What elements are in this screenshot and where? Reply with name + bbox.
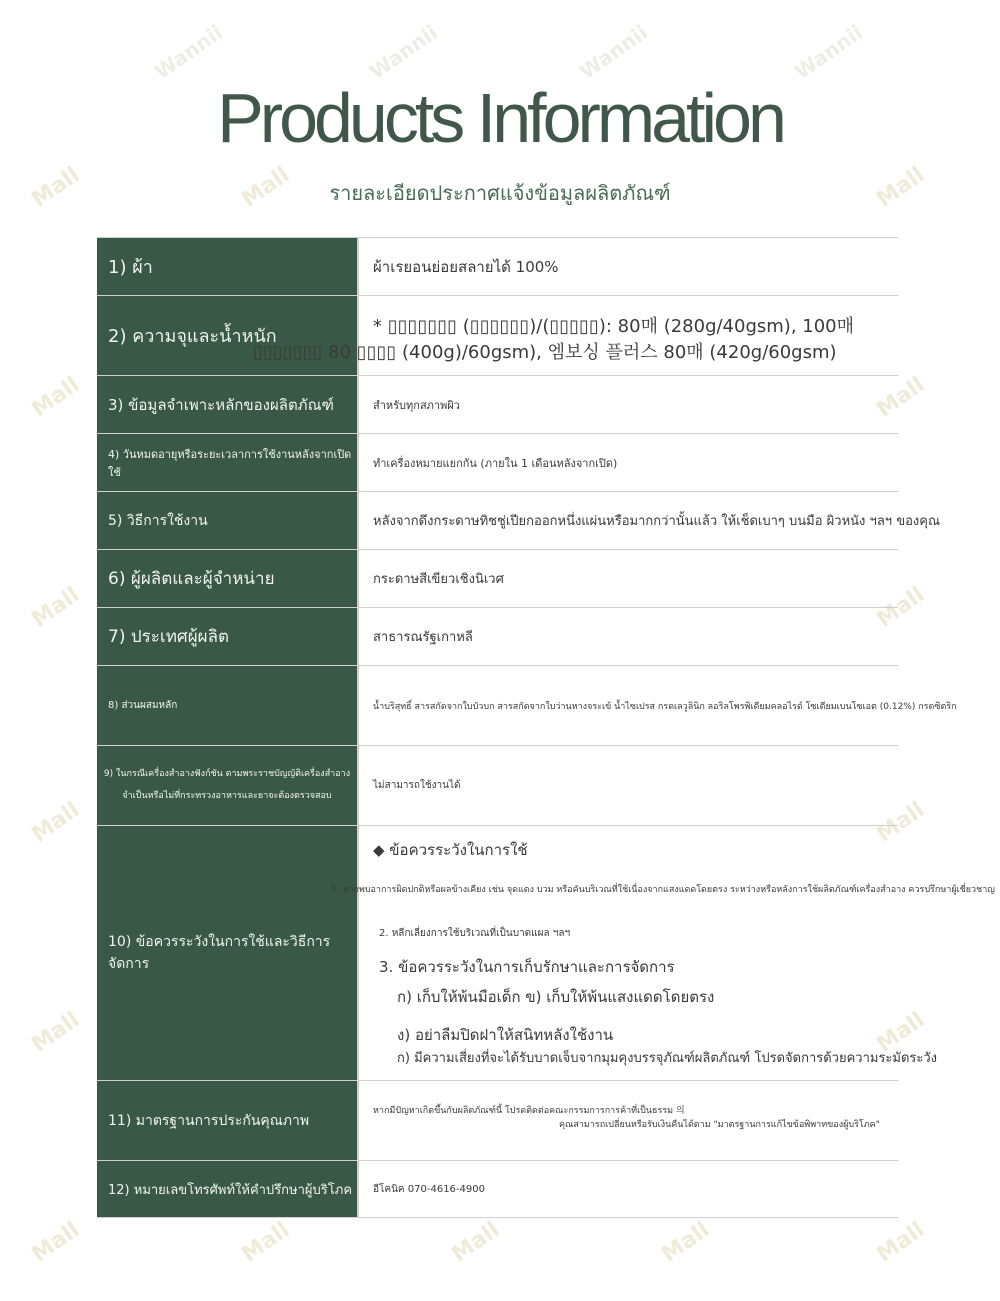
- row-label: 8) ส่วนผสมหลัก: [97, 666, 359, 745]
- table-row: [97, 549, 898, 607]
- page-title: Products Information: [217, 79, 783, 157]
- precaution-subitem: ง) อย่าลืมปิดฝาให้สนิทหลังใช้งาน: [397, 1026, 614, 1044]
- row-label: 5) วิธีการใช้งาน: [97, 492, 359, 549]
- watermark-text: Mall: [657, 1217, 715, 1268]
- watermark-text: Wannii: [790, 20, 867, 84]
- table-row: [97, 607, 898, 665]
- table-row: [97, 295, 898, 375]
- watermark-text: Wannii: [575, 20, 652, 84]
- row-value: [253, 296, 898, 375]
- row-label: 10) ข้อควรระวังในการใช้และวิธีการจัดการ: [97, 826, 359, 1080]
- row-label: 11) มาตรฐานการประกันคุณภาพ: [97, 1081, 359, 1160]
- row-value: ทำเครื่องหมายแยกกัน (ภายใน 1 เดือนหลังจากเปิด): [373, 456, 618, 470]
- row-label: 12) หมายเลขโทรศัพท์ให้คำปรึกษาผู้บริโภค: [97, 1161, 359, 1217]
- row-label: 7) ประเทศผู้ผลิต: [97, 608, 359, 665]
- row-label: [97, 746, 359, 825]
- row-value-line: คุณสามารถเปลี่ยนหรือรับเงินคืนได้ตาม "มาตรฐานการแก้ไขข้อพิพาทของผู้บริโภค": [559, 1120, 880, 1130]
- row-value: สาธารณรัฐเกาหลี: [373, 630, 473, 645]
- watermark-text: Mall: [872, 582, 930, 633]
- row-value: [359, 1081, 898, 1160]
- watermark-text: Mall: [27, 797, 85, 848]
- precaution-subitem: ก) มีความเสี่ยงที่จะได้รับบาดเจ็บจากมุมคุงบรรจุภัณฑ์ผลิตภัณฑ์ โปรดจัดการด้วยความระมัดระวัง: [397, 1051, 938, 1066]
- watermark-text: Mall: [872, 1217, 930, 1268]
- watermark-text: Mall: [447, 1217, 505, 1268]
- row-label: 4) วันหมดอายุหรือระยะเวลาการใช้งานหลังจากเปิดใช้: [97, 434, 359, 491]
- row-value: อีโคนิค 070-4616-4900: [373, 1183, 485, 1195]
- precaution-item: 1. หากพบอาการผิดปกติหรือผลข้างเคียง เช่น จุดแดง บวม หรือคันบริเวณที่ใช้เนื่องจากแสงแดดโดยตรง ระหว่างหรือหลังการใช้ผลิตภัณฑ์เครื่องสำอาง ควรปรึกษาผู้เชี่ยวชาญ: [331, 885, 995, 895]
- row-label-line: จำเป็นหรือไม่ที่กระทรวงอาหารและยาจะต้องตรวจสอบ: [122, 790, 332, 801]
- row-label-line: 9) ในกรณีเครื่องสำอางฟังก์ชัน ตามพระราชบัญญัติเครื่องสำอาง: [103, 768, 351, 779]
- watermark-text: Mall: [872, 162, 930, 213]
- row-value-line: หากมีปัญหาเกิดขึ้นกับผลิตภัณฑ์นี้ โปรดติดต่อคณะกรรมการการค้าที่เป็นธรรม 의: [373, 1106, 685, 1116]
- row-label: 1) ผ้า: [97, 238, 359, 295]
- watermark-text: Mall: [27, 1007, 85, 1058]
- watermark-text: Mall: [237, 162, 295, 213]
- watermark-text: Mall: [27, 372, 85, 423]
- watermark-text: Mall: [872, 1007, 930, 1058]
- page-subtitle: รายละเอียดประกาศแจ้งข้อมูลผลิตภัณฑ์: [329, 181, 671, 205]
- table-row: [97, 237, 898, 295]
- watermark-text: Mall: [27, 162, 85, 213]
- watermark-text: Mall: [27, 1217, 85, 1268]
- row-value: ไม่สามารถใช้งานได้: [373, 780, 461, 791]
- row-label: 2) ความจุและน้ำหนัก: [97, 296, 359, 375]
- watermark-text: Wannii: [365, 20, 442, 84]
- watermark-text: Mall: [872, 797, 930, 848]
- row-value-line: ▯▯▯▯▯▯▯ 80 ▯▯▯▯ (400g)/60gsm), 엠보싱 플러스 80매 (420g/60gsm): [253, 342, 837, 363]
- table-row: [97, 375, 898, 433]
- row-value: สำหรับทุกสภาพผิว: [373, 398, 460, 412]
- watermark-text: Mall: [27, 582, 85, 633]
- watermark-text: Wannii: [150, 20, 227, 84]
- table-row: [97, 745, 898, 825]
- row-value: ผ้าเรยอนย่อยสลายได้ 100%: [373, 257, 559, 276]
- table-row: [97, 1160, 898, 1218]
- table-row: [97, 433, 898, 491]
- row-value: กระดาษสีเขียวเชิงนิเวศ: [373, 572, 504, 587]
- row-value: [331, 826, 995, 1080]
- precaution-item: 3. ข้อควรระวังในการเก็บรักษาและการจัดการ: [379, 958, 675, 976]
- row-label: 3) ข้อมูลจำเพาะหลักของผลิตภัณฑ์: [97, 376, 359, 433]
- watermark-text: Mall: [872, 372, 930, 423]
- table-row: [97, 665, 957, 745]
- table-row: [97, 491, 941, 549]
- row-value-line: * ▯▯▯▯▯▯▯ (▯▯▯▯▯▯)/(▯▯▯▯▯): 80매 (280g/40gsm), 100매: [373, 316, 855, 337]
- watermark-text: Mall: [237, 1217, 295, 1268]
- row-value: หลังจากดึงกระดาษทิชชู่เปียกออกหนึ่งแผ่นหรือมากกว่านั้นแล้ว ให้เช็ดเบาๆ บนมือ ผิวหนัง ฯลฯ ของคุณ: [373, 514, 941, 529]
- precaution-subitem: ก) เก็บให้พ้นมือเด็ก ข) เก็บให้พ้นแสงแดดโดยตรง: [397, 988, 715, 1006]
- table-row: [97, 1080, 898, 1160]
- precaution-item: 2. หลีกเลี่ยงการใช้บริเวณที่เป็นบาดแผล ฯลฯ: [379, 928, 571, 939]
- row-label: 6) ผู้ผลิตและผู้จำหน่าย: [97, 550, 359, 607]
- row-value: น้ำบริสุทธิ์ สารสกัดจากใบบัวบก สารสกัดจากใบว่านหางจระเข้ น้ำไซเปรส กรดเลวูลินิก ลอริลโพรพิเดียมคลอไรด์ โซเดียมเบนโซเอต (0.12%) กรดซิตริก: [373, 701, 957, 712]
- precaution-heading: ◆ ข้อควรระวังในการใช้: [373, 841, 528, 859]
